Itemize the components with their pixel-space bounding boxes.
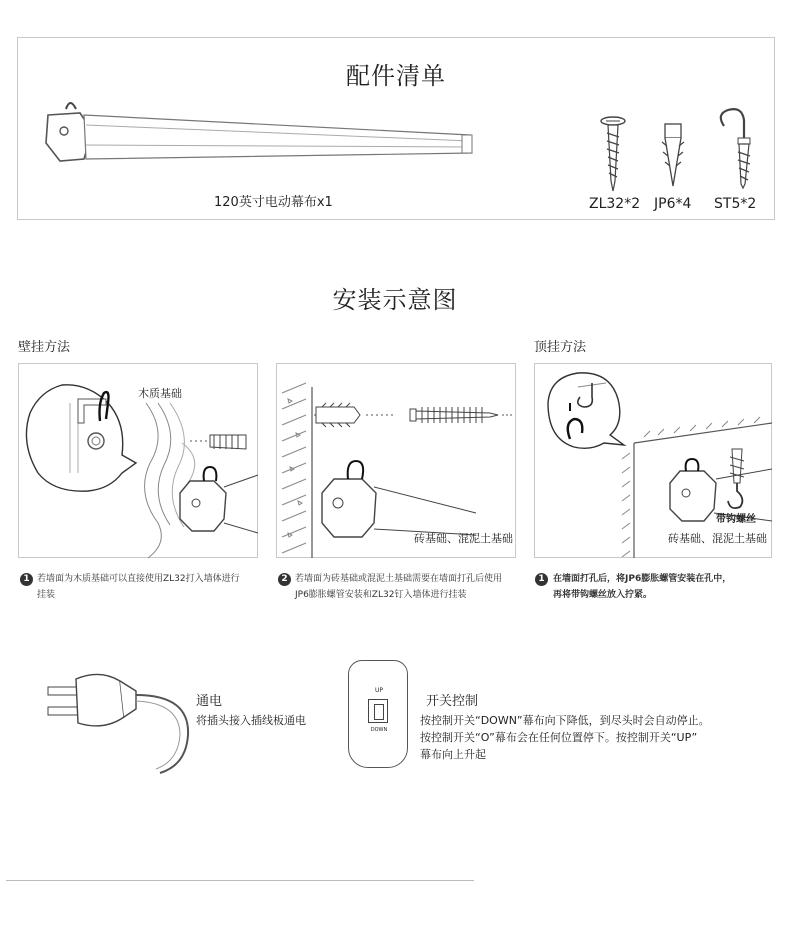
power-title: 通电 (196, 694, 223, 709)
panel2-brick-label: 砖基础、混泥土基础 (414, 532, 513, 545)
accessories-title: 配件清单 (346, 62, 446, 90)
switch-down-label: DOWN (370, 727, 388, 733)
note2-line2: JP6膨胀螺管安装和ZL32钉入墙体进行挂装 (295, 590, 467, 600)
brick-wall-illustration (276, 363, 516, 558)
part-label-st5: ST5*2 (714, 196, 757, 212)
note3-line1: 在墙面打孔后，将JP6膨胀螺管安装在孔中， (553, 574, 732, 584)
note3-line2: 再将带钩螺丝放入拧紧。 (553, 590, 653, 600)
switch-desc-line2: 按控制开关“O”幕布会在任何位置停下。按控制开关“UP” (420, 731, 698, 744)
panel1-wood-label: 木质基础 (138, 387, 182, 400)
switch-rocker-icon (374, 704, 384, 720)
anchor-icon (660, 122, 686, 192)
switch-device (348, 660, 408, 768)
note3-number: 1 (535, 573, 548, 586)
note3-text (553, 571, 731, 603)
switch-up-label: UP (374, 687, 383, 694)
note1-text (37, 571, 240, 603)
panel3-brick-label: 砖基础、混泥土基础 (668, 532, 767, 545)
note1-number: 1 (20, 573, 33, 586)
note1-line1: 若墙面为木质基础可以直接使用ZL32打入墙体进行 (37, 574, 240, 584)
wall-mount-title: 壁挂方法 (18, 340, 71, 355)
screw-icon (598, 115, 628, 195)
install-title: 安装示意图 (332, 286, 458, 314)
plug-cable-illustration (40, 665, 190, 775)
ceiling-mount-title: 顶挂方法 (534, 340, 587, 355)
switch-desc-line3: 幕布向上升起 (420, 748, 486, 761)
part-label-zl32: ZL32*2 (589, 196, 641, 212)
part-label-jp6: JP6*4 (654, 196, 692, 212)
ceiling-illustration (534, 363, 772, 558)
switch-title: 开关控制 (426, 694, 479, 709)
screen-caption: 120英寸电动幕布x1 (214, 195, 333, 210)
note2-text (295, 571, 502, 603)
bottom-divider (6, 880, 474, 881)
panel3-hook-label: 带钩螺丝 (716, 514, 756, 525)
note2-number: 2 (278, 573, 291, 586)
screen-tube-illustration (40, 95, 480, 175)
hook-screw-icon (714, 106, 754, 192)
power-desc: 将插头接入插线板通电 (196, 714, 306, 727)
note2-line1: 若墙面为砖基础或混泥土基础需要在墙面打孔后使用 (295, 574, 503, 584)
note1-line2: 挂装 (37, 590, 56, 600)
switch-button[interactable] (368, 699, 388, 723)
switch-desc-line1: 按控制开关“DOWN”幕布向下降低，到尽头时会自动停止。 (420, 714, 710, 727)
switch-desc (420, 712, 710, 763)
